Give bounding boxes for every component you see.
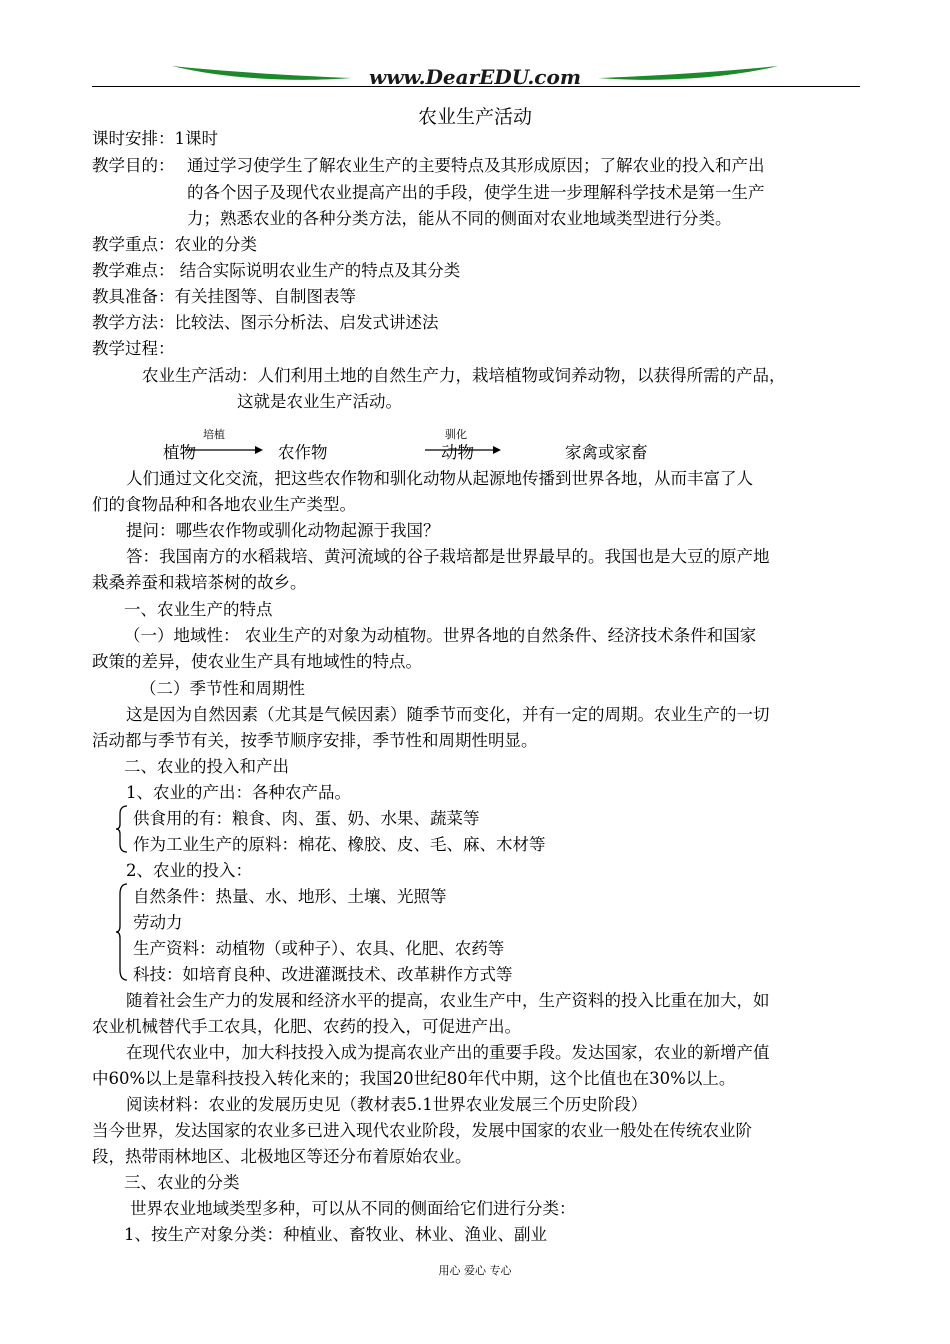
input-item-tech: 科技：如培育良种、改进灌溉技术、改革耕作方式等 [133, 965, 513, 984]
flow-crop: 农作物 [278, 443, 328, 462]
types-intro: 世界农业地域类型多种，可以从不同的侧面给它们进行分类： [130, 1199, 576, 1218]
right-swoosh [598, 66, 778, 80]
reading-material: 阅读材料：农业的发展历史见（教材表5.1世界农业发展三个历史阶段） [126, 1095, 648, 1114]
section-1b-line-2: 活动都与季节有关，按季节顺序安排，季节性和周期性明显。 [92, 731, 538, 750]
goal-line-3: 力；熟悉农业的各种分类方法，能从不同的侧面对农业地域类型进行分类。 [187, 209, 732, 228]
arrow-label-cultivate: 培植 [203, 428, 225, 441]
types-by-object: 1、按生产对象分类：种植业、畜牧业、林业、渔业、副业 [124, 1225, 547, 1244]
development-line-1: 随着社会生产力的发展和经济水平的提高，农业生产中，生产资料的投入比重在加大，如 [126, 991, 770, 1010]
arrow-right-icon [425, 443, 505, 457]
section-3-heading: 三、农业的分类 [124, 1173, 240, 1192]
goal-line-2: 的各个因子及现代农业提高产出的手段，使学生进一步理解科学技术是第一生产 [187, 183, 765, 202]
section-1b-line-1: 这是因为自然因素（尤其是气候因素）随季节而变化，并有一定的周期。农业生产的一切 [126, 705, 770, 724]
input-item-natural: 自然条件：热量、水、地形、土壤、光照等 [133, 887, 447, 906]
goal-line-1: 通过学习使学生了解农业生产的主要特点及其形成原因；了解农业的投入和产出 [187, 156, 765, 175]
output-item-industrial: 作为工业生产的原料：棉花、橡胶、皮、毛、麻、木材等 [133, 835, 546, 854]
key-point: 教学重点：农业的分类 [92, 235, 257, 254]
flow-livestock: 家禽或家畜 [565, 443, 648, 462]
flow-animal: 动物 [441, 443, 474, 462]
modern-line-2: 中60%以上是靠科技投入转化来的；我国20世纪80年代中期，这个比值也在30%以上。 [92, 1069, 736, 1088]
page-title: 农业生产活动 [417, 106, 532, 128]
arrow-right-icon [185, 443, 265, 457]
section-1a-line-2: 政策的差异，使农业生产具有地域性的特点。 [92, 652, 422, 671]
input-item-means: 生产资料：动植物（或种子）、农具、化肥、农药等 [133, 939, 505, 958]
spread-line-1: 人们通过文化交流，把这些农作物和驯化动物从起源地传播到世界各地，从而丰富了人 [126, 469, 753, 488]
header-rule [92, 86, 860, 87]
tools: 教具准备：有关挂图等、自制图表等 [92, 287, 356, 306]
footer-slogan: 用心 爱心 专心 [438, 1264, 512, 1277]
process-label: 教学过程： [92, 339, 175, 358]
methods: 教学方法：比较法、图示分析法、启发式讲述法 [92, 313, 439, 332]
section-1a-line-1: （一）地域性： 农业生产的对象为动植物。世界各地的自然条件、经济技术条件和国家 [124, 626, 757, 645]
flow-plant: 植物 [163, 443, 196, 462]
section-2-heading: 二、农业的投入和产出 [124, 757, 289, 776]
goal-label: 教学目的： [92, 156, 175, 175]
modern-line-1: 在现代农业中，加大科技投入成为提高农业产出的重要手段。发达国家，农业的新增产值 [126, 1043, 770, 1062]
definition-line-2: 这就是农业生产活动。 [237, 392, 402, 411]
site-logo [170, 60, 780, 94]
question: 提问：哪些农作物或驯化动物起源于我国？ [126, 521, 440, 540]
answer-line-1: 答：我国南方的水稻栽培、黄河流域的谷子栽培都是世界最早的。我国也是大豆的原产地 [126, 547, 770, 566]
development-line-2: 农业机械替代手工农具，化肥、农药的投入，可促进产出。 [92, 1017, 521, 1036]
difficulty: 教学难点： 结合实际说明农业生产的特点及其分类 [92, 261, 461, 280]
hours-line: 课时安排：1课时 [92, 129, 218, 148]
brace-icon [115, 882, 129, 982]
output-heading: 1、农业的产出：各种农产品。 [126, 783, 351, 802]
arrow-label-domesticate: 驯化 [445, 428, 467, 441]
output-item-food: 供食用的有：粮食、肉、蛋、奶、水果、蔬菜等 [133, 809, 480, 828]
input-item-labor: 劳动力 [133, 913, 183, 932]
site-name: www.DearEDU.com [368, 65, 582, 89]
spread-line-2: 们的食物品种和各地农业生产类型。 [92, 495, 356, 514]
section-1-heading: 一、农业生产的特点 [124, 600, 273, 619]
today-line-1: 当今世界，发达国家的农业多已进入现代农业阶段，发展中国家的农业一般处在传统农业阶 [92, 1121, 752, 1140]
brace-icon [115, 804, 129, 854]
section-1b-heading: （二）季节性和周期性 [140, 679, 305, 698]
left-swoosh [172, 66, 352, 80]
definition-line-1: 农业生产活动：人们利用土地的自然生产力，栽培植物或饲养动物，以获得所需的产品， [142, 366, 786, 385]
answer-line-2: 栽桑养蚕和栽培茶树的故乡。 [92, 573, 307, 592]
input-heading: 2、农业的投入： [126, 861, 252, 880]
today-line-2: 段，热带雨林地区、北极地区等还分布着原始农业。 [92, 1147, 472, 1166]
